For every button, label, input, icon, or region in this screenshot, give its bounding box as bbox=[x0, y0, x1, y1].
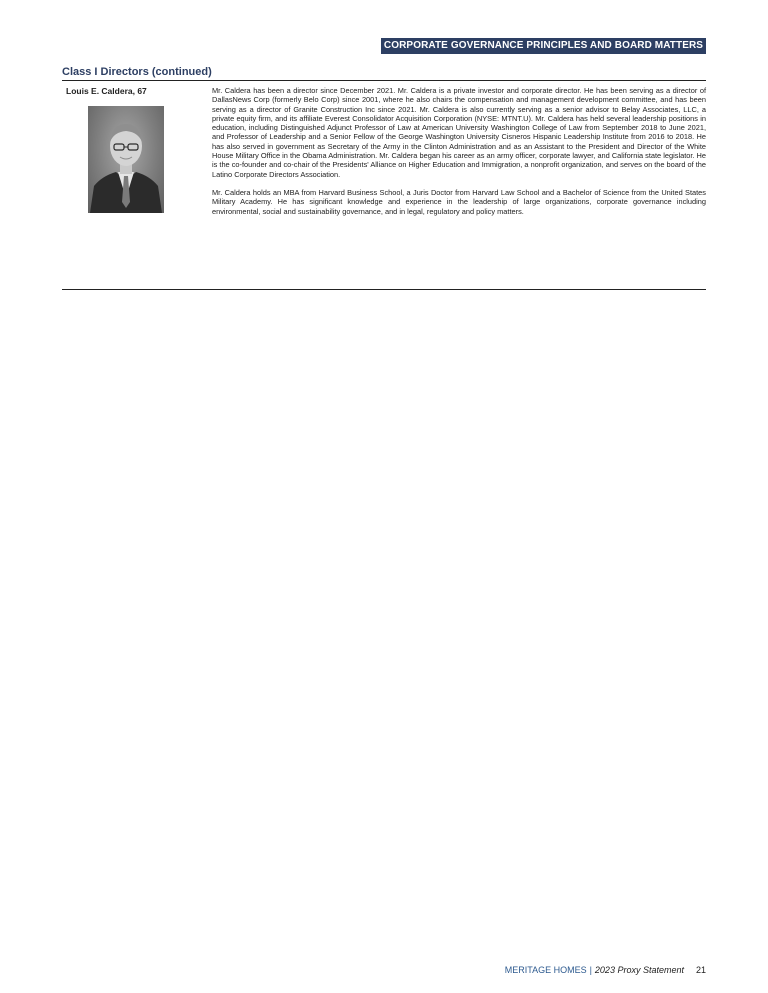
bio-paragraph: Mr. Caldera has been a director since December 2021. Mr. Caldera is a private investor and corporate director. He has been serving as a director of DallasNews Corp (formerly Belo Corp) since 2001, where he also chairs the compensation and management development committee, and has been serving as a director of Granite Construction Inc since 2021. Mr. Caldera is also currently serving as a senior advisor to Belay Associates, LLC, a private equity firm, and its affiliate Everest Consolidator Acquisition Corporation (NYSE: MTNT.U). Mr. Caldera has held several leadership positions in education, including Distinguished Adjunct Professor of Law at American University Washington College of Law from September 2018 to June 2021, and Professor of Leadership and a Senior Fellow of the George Washington University Cisneros Hispanic Leadership Institute from 2016 to 2018. He has also served in government as Secretary of the Army in the Clinton Administration and as an Assistant to the President and Director of the White House Military Office in the Obama Administration. Mr. Caldera began his career as an army officer, corporate lawyer, and California state legislator. He is the co-founder and co-chair of the Presidents' Alliance on Higher Education and Immigration, a nonprofit organization, and serves on the board of the Latino Corporate Directors Association. bbox=[212, 86, 707, 179]
top-divider bbox=[62, 80, 706, 81]
footer-document-title: 2023 Proxy Statement bbox=[594, 965, 684, 975]
footer-company: MERITAGE HOMES bbox=[504, 965, 587, 975]
page-number: 21 bbox=[695, 965, 706, 975]
director-name: Louis E. Caldera, 67 bbox=[66, 86, 147, 96]
director-photo bbox=[88, 106, 164, 213]
page-footer bbox=[505, 965, 706, 975]
bottom-divider bbox=[62, 289, 706, 290]
director-biography bbox=[212, 86, 706, 225]
bio-paragraph: Mr. Caldera holds an MBA from Harvard Business School, a Juris Doctor from Harvard Law School and a Bachelor of Science from the United States Military Academy. He has significant knowledge and experience in the leadership of large organizations, corporate governance including environmental, social and sustainability governance, and in legal, regulatory and policy matters. bbox=[212, 187, 706, 216]
section-title: Class I Directors (continued) bbox=[62, 66, 212, 78]
footer-separator: | bbox=[589, 965, 592, 975]
section-header-banner: CORPORATE GOVERNANCE PRINCIPLES AND BOARD MATTERS bbox=[381, 38, 706, 54]
